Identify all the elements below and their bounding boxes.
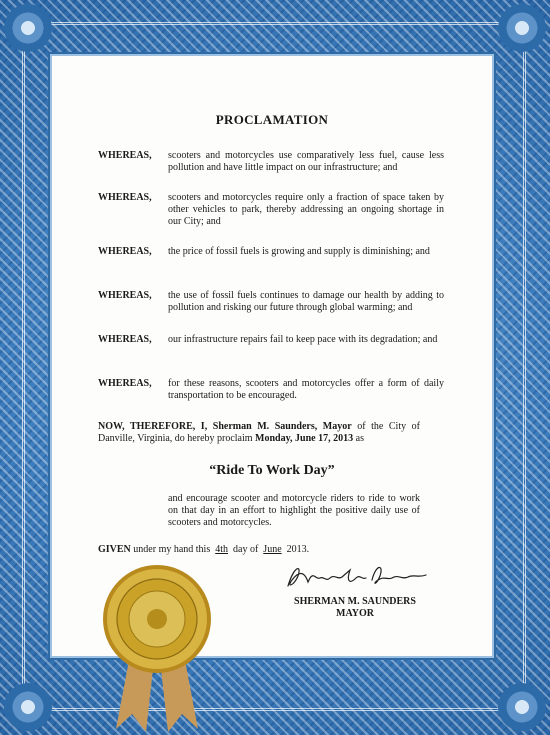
now-therefore-tail: as	[353, 433, 364, 444]
given-year: 2013.	[284, 544, 310, 555]
now-therefore-middle: of the City of Danville, Virginia, do hereby proclaim	[98, 421, 420, 444]
clause-keyword: WHEREAS,	[98, 150, 152, 161]
now-therefore-lead: NOW, THEREFORE, I, Sherman M. Saunders, Mayor	[98, 421, 352, 432]
document-title: PROCLAMATION	[215, 112, 329, 127]
event-name: “Ride To Work Day”	[209, 463, 335, 478]
given-text: day of	[230, 544, 261, 555]
clause-text: our infrastructure repairs fail to keep pace with its degradation; and	[168, 334, 438, 345]
corner-ornament	[498, 683, 546, 731]
corner-ornament	[4, 683, 52, 731]
clause-keyword: WHEREAS,	[98, 334, 152, 345]
given-month: June	[263, 544, 282, 555]
signer-name: SHERMAN M. SAUNDERS	[294, 596, 416, 607]
signer-block	[270, 596, 440, 620]
corner-ornament	[4, 4, 52, 52]
clause-text: the use of fossil fuels continues to damage our health by adding to pollution and risking our future through global warming; and	[168, 290, 444, 313]
clause-text: for these reasons, scooters and motorcycles offer a form of daily transportation to be encouraged.	[168, 378, 444, 401]
clause-text: scooters and motorcycles use comparatively less fuel, cause less pollution and have little impact on our infrastructure; and	[168, 150, 444, 173]
gold-seal-icon	[94, 564, 220, 734]
given-text: under my hand this	[130, 544, 213, 555]
encourage-paragraph: and encourage scooter and motorcycle riders to ride to work on that day in an effort to highlight the positive daily use of scooters and motorcycles.	[168, 493, 420, 528]
given-day: 4th	[215, 544, 229, 555]
signature	[280, 560, 430, 594]
clause-keyword: WHEREAS,	[98, 290, 152, 301]
signer-title: MAYOR	[336, 608, 374, 619]
clause-keyword: WHEREAS,	[98, 192, 152, 203]
now-therefore-paragraph	[98, 421, 420, 445]
clause-text: scooters and motorcycles require only a fraction of space taken by other vehicles to park, thereby addressing an ongoing shortage in our City; and	[168, 192, 444, 227]
clause-keyword: WHEREAS,	[98, 246, 152, 257]
given-line	[98, 544, 309, 555]
given-lead: GIVEN	[98, 544, 131, 555]
clause-text: the price of fossil fuels is growing and supply is diminishing; and	[168, 246, 430, 257]
clause-keyword: WHEREAS,	[98, 378, 152, 389]
proclamation-date: Monday, June 17, 2013	[255, 433, 354, 444]
corner-ornament	[498, 4, 546, 52]
